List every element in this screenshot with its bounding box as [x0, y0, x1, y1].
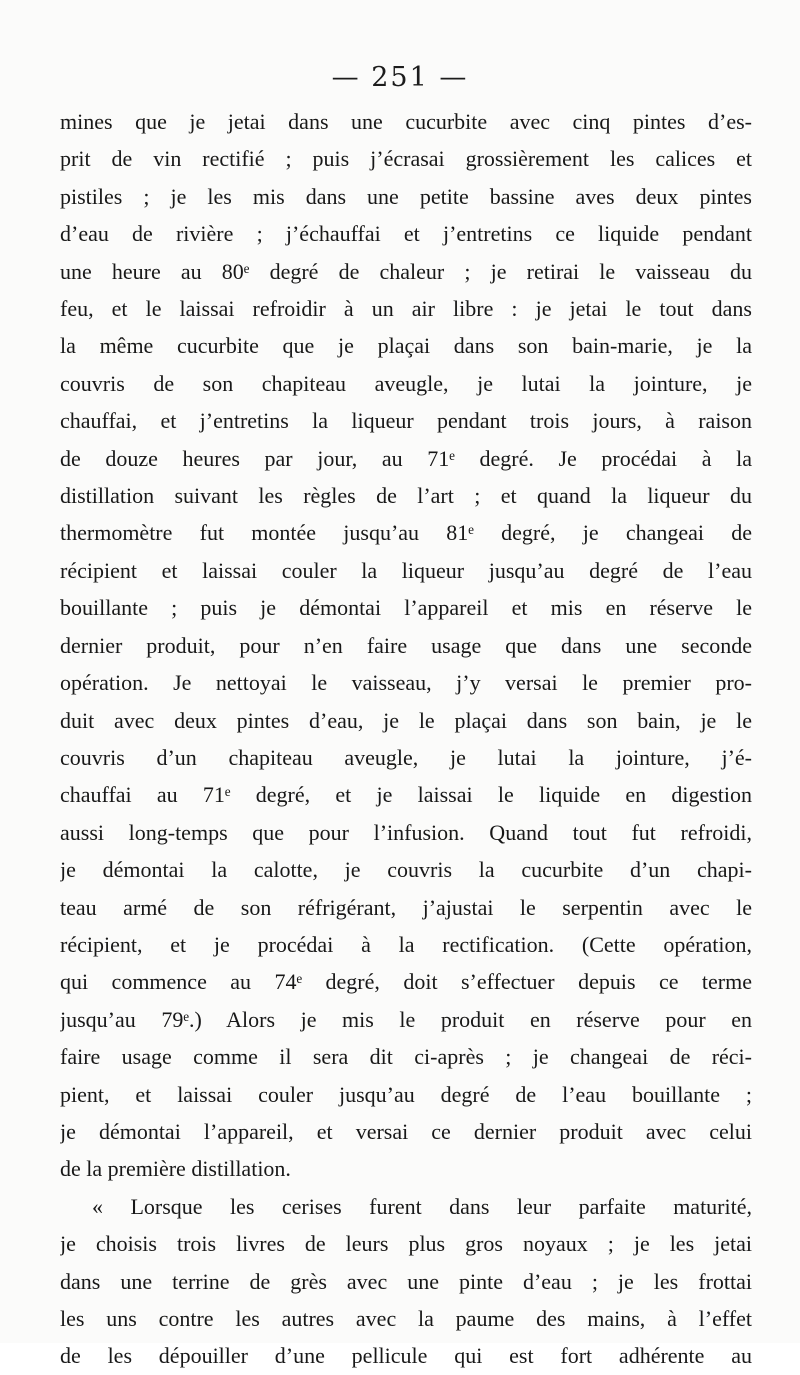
text-line: je démontai la calotte, je couvris la cucurbite d’un chapi- — [60, 857, 752, 883]
text-line: bouillante ; puis je démontai l’appareil et mis en réserve le — [60, 595, 752, 621]
text-line: prit de vin rectifié ; puis j’écrasai grossièrement les calices et — [60, 146, 752, 172]
text-line: pistiles ; je les mis dans une petite bassine aves deux pintes — [60, 183, 752, 209]
text-line: couvris de son chapiteau aveugle, je lutai la jointure, je — [60, 370, 752, 396]
text-line: thermomètre fut montée jusqu’au 81ᵉ degré, je changeai de — [60, 520, 752, 546]
text-line: chauffai au 71ᵉ degré, et je laissai le liquide en digestion — [60, 782, 752, 808]
page-number: — 251 — — [331, 62, 469, 93]
text-line: les uns contre les autres avec la paume des mains, à l’effet — [60, 1306, 752, 1331]
text-line: jusqu’au 79ᵉ.) Alors je mis le produit en réserve pour en — [60, 1006, 752, 1032]
text-line: teau armé de son réfrigérant, j’ajustai le serpentin avec le — [60, 894, 752, 920]
text-line: pient, et laissai couler jusqu’au degré de l’eau bouillante ; — [60, 1081, 752, 1107]
body-text — [60, 103, 752, 1375]
text-line: récipient, et je procédai à la rectification. (Cette opération, — [60, 931, 752, 957]
text-line: distillation suivant les règles de l’art ; et quand la liqueur du — [60, 483, 752, 509]
text-line: je choisis trois livres de leurs plus gros noyaux ; je les jetai — [60, 1231, 752, 1257]
text-line: une heure au 80ᵉ degré de chaleur ; je retirai le vaisseau du — [60, 258, 752, 284]
text-line: aussi long-temps que pour l’infusion. Quand tout fut refroidi, — [60, 819, 752, 845]
text-line: duit avec deux pintes d’eau, je le plaçai dans son bain, je le — [60, 707, 752, 733]
text-line: feu, et le laissai refroidir à un air libre : je jetai le tout dans — [60, 296, 752, 322]
text-line: couvris d’un chapiteau aveugle, je lutai la jointure, j’é- — [60, 744, 752, 770]
text-line: je démontai l’appareil, et versai ce dernier produit avec celui — [60, 1118, 752, 1144]
text-line: « Lorsque les cerises furent dans leur parfaite maturité, — [92, 1193, 752, 1219]
text-line: récipient et laissai couler la liqueur jusqu’au degré de l’eau — [60, 557, 752, 583]
text-line: faire usage comme il sera dit ci-après ; je changeai de réci- — [60, 1044, 752, 1070]
text-line: dernier produit, pour n’en faire usage que dans une seconde — [60, 632, 752, 658]
text-line: mines que je jetai dans une cucurbite avec cinq pintes d’es- — [60, 109, 752, 134]
text-line: de la première distillation. — [60, 1156, 291, 1182]
text-line: la même cucurbite que je plaçai dans son bain-marie, je la — [60, 333, 752, 359]
text-line: qui commence au 74ᵉ degré, doit s’effectuer depuis ce terme — [60, 969, 752, 995]
text-line: dans une terrine de grès avec une pinte d’eau ; je les frottai — [60, 1268, 752, 1294]
text-line: de douze heures par jour, au 71ᵉ degré. Je procédai à la — [60, 445, 752, 471]
text-line: chauffai, et j’entretins la liqueur pendant trois jours, à raison — [60, 408, 752, 434]
text-line: opération. Je nettoyai le vaisseau, j’y versai le premier pro- — [60, 670, 752, 696]
text-line: d’eau de rivière ; j’échauffai et j’entretins ce liquide pendant — [60, 221, 752, 247]
text-line: de les dépouiller d’une pellicule qui est fort adhérente au — [60, 1343, 752, 1369]
